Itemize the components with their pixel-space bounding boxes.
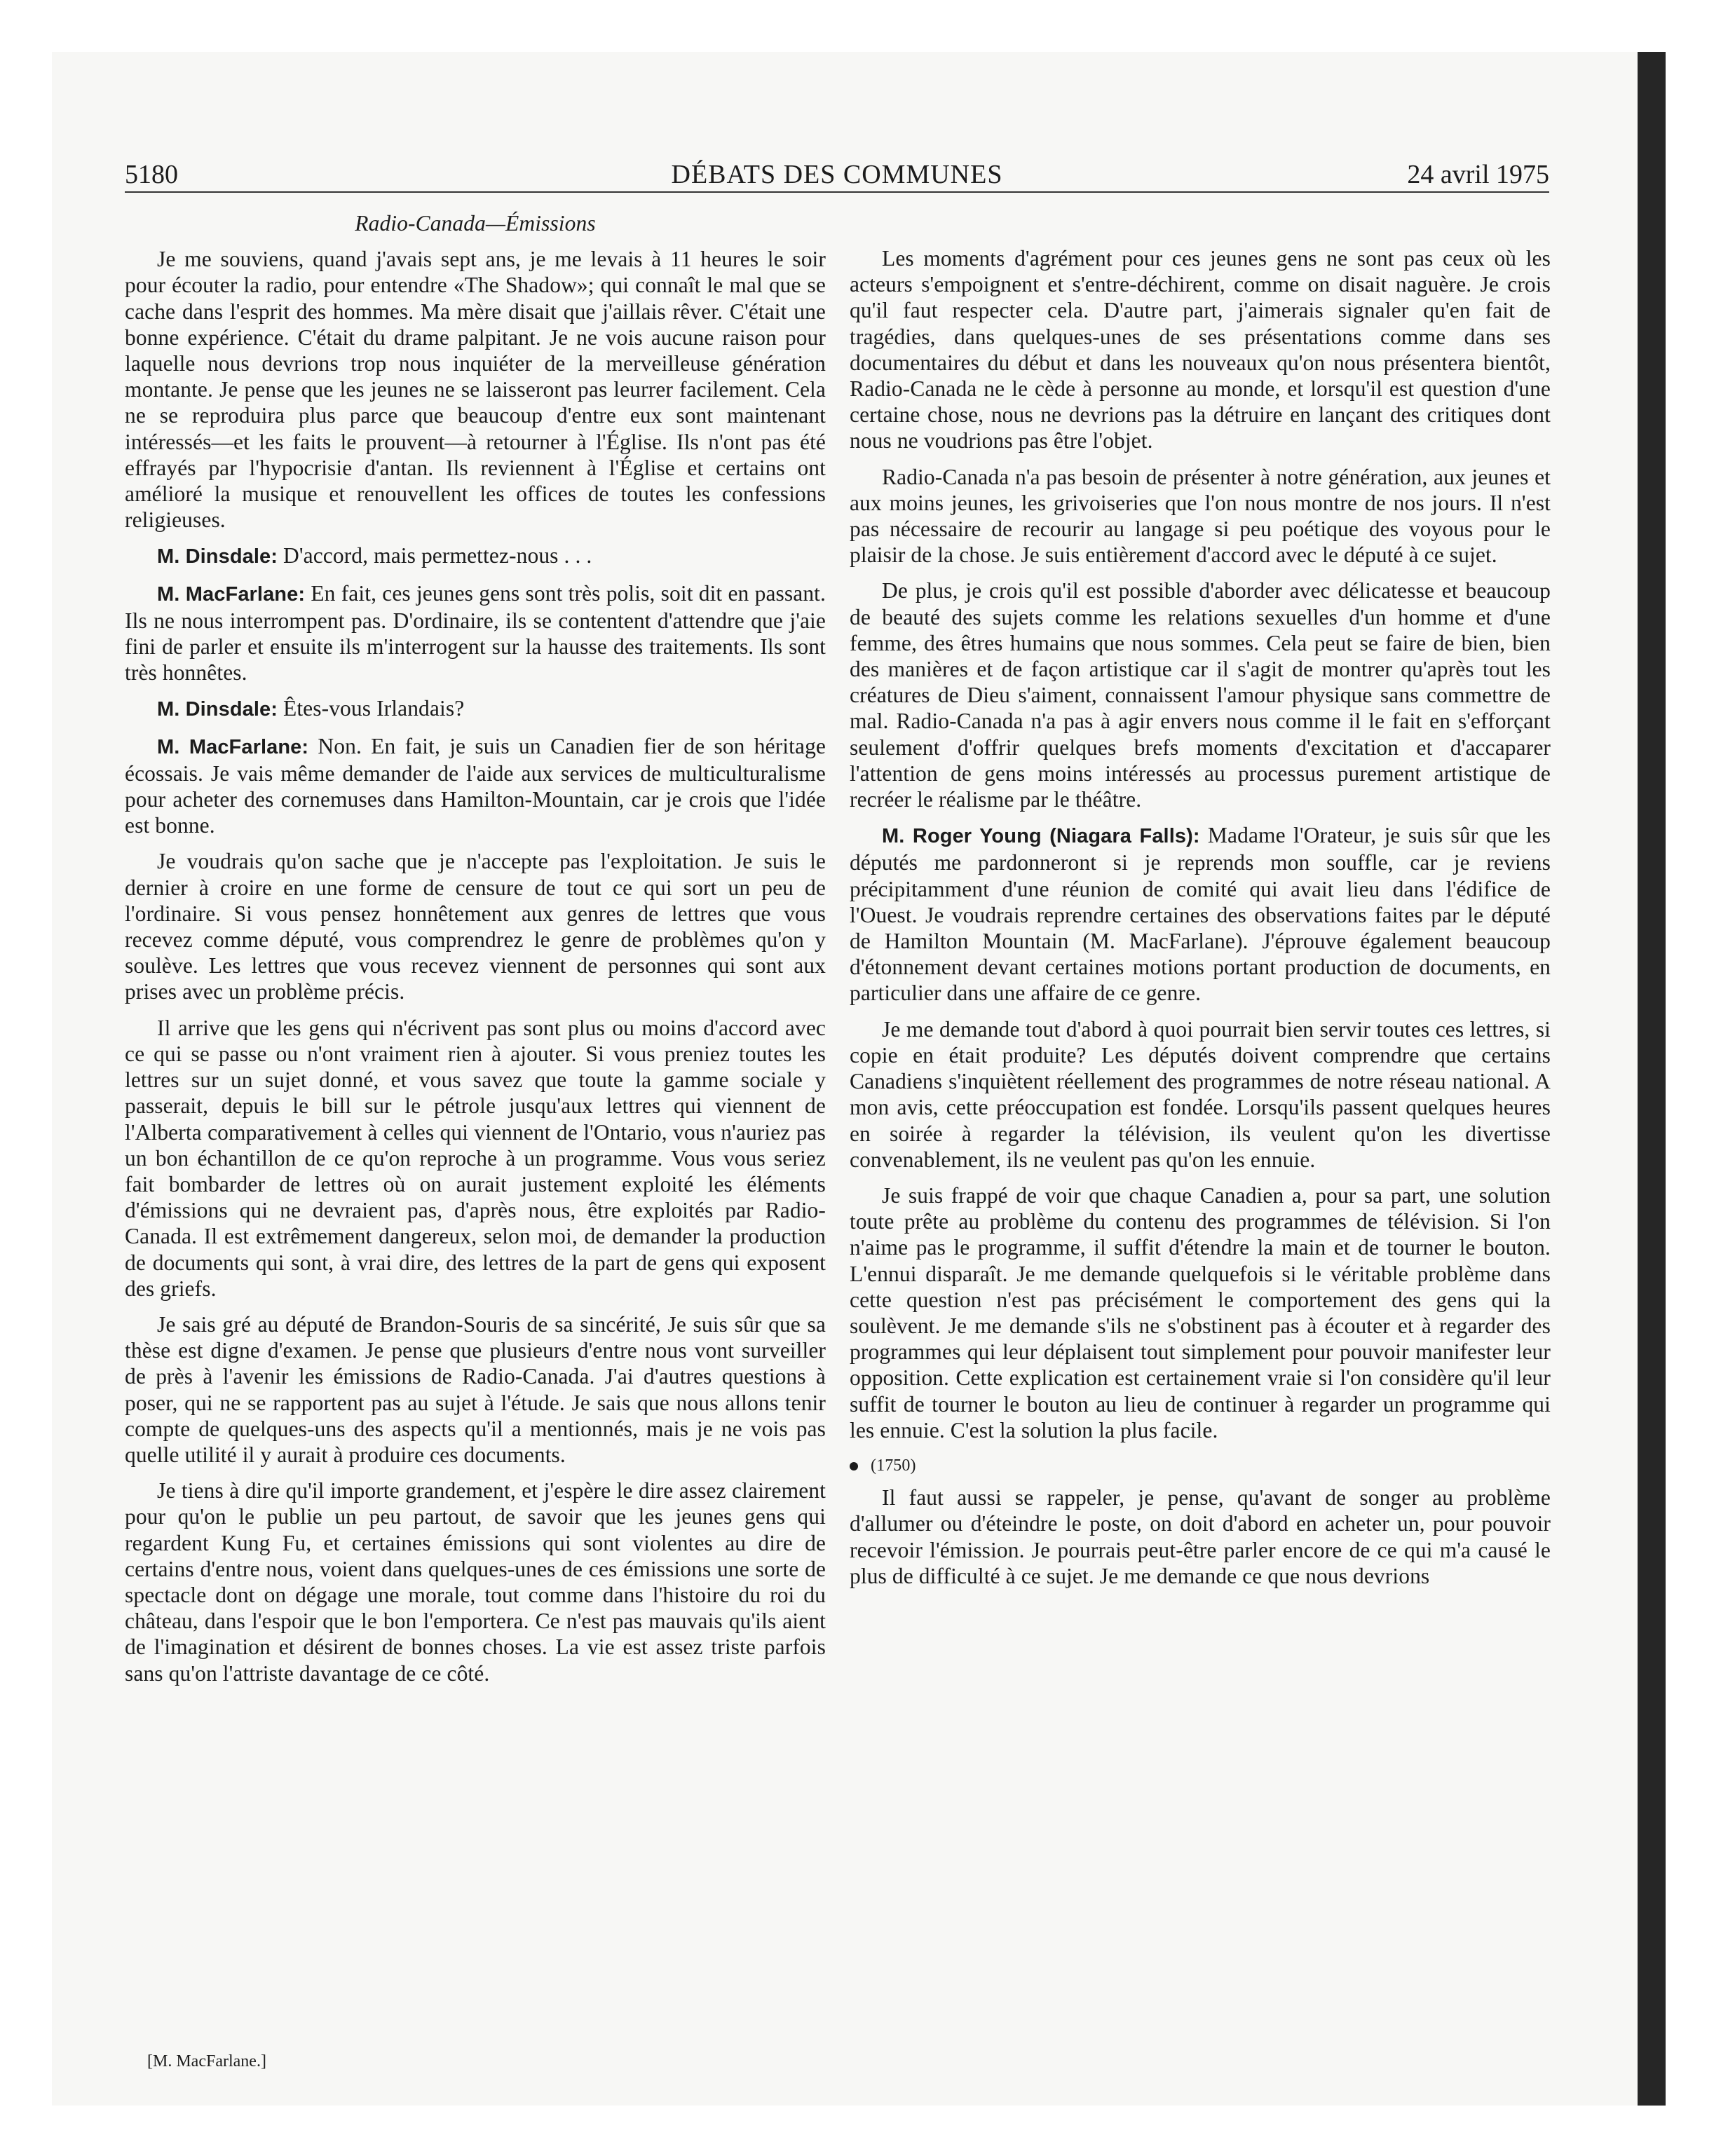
paragraph-text: D'accord, mais permettez-nous . . .	[283, 543, 592, 568]
footer-speaker-note: [M. MacFarlane.]	[147, 2052, 266, 2070]
paragraph	[850, 578, 1551, 812]
paragraph	[125, 1015, 826, 1302]
paragraph-text: Je me souviens, quand j'avais sept ans, je me levais à 11 heures le soir pour écouter la radio, pour entendre «The Shadow»; qui connaît le mal que se cache dans l'esprit des hommes. Ma mère disait que j'aillais rêver. C'était une bonne expérience. C'était du drame palpitant. Je ne vois aucune raison pour laquelle nous devrions trop nous inquiéter de la merveilleuse génération montante. Je pense que les jeunes ne se laisseront pas leurrer facilement. Cela ne se reproduira plus parce que beaucoup d'entre eux sont maintenant intéressés—et les faits le prouvent—à retourner à l'Église. Ils n'ont pas été effrayés par l'hypocrisie d'antan. Ils reviennent à l'Église et certains ont amélioré la musique et renouvellent les offices de toutes les confessions religieuses.	[125, 247, 826, 533]
paragraph	[850, 245, 1551, 454]
section-title: Radio-Canada—Émissions	[355, 211, 596, 236]
paragraph-text: Les moments d'agrément pour ces jeunes gens ne sont pas ceux où les acteurs s'empoignent et s'entre-déchirent, comme on disait naguère. Je crois qu'il faut respecter cela. D'autre part, j'aimerais signaler qu'en fait de tragédies, dans quelques-unes de ses présentations comme dans ses documentaires du début et dans les nouveaux qu'on nous présentera bientôt, Radio-Canada ne le cède à personne au monde, et lorsqu'il est question d'une certaine chose, nous ne devrions pas la détruire en lançant des critiques dont nous ne voudrions pas être l'objet.	[850, 246, 1551, 453]
paragraph-text: Madame l'Orateur, je suis sûr que les députés me pardonneront si je reprends mon souffle, car je reviens précipitamment d'une réunion de comité qui avait lieu dans l'édifice de l'Ouest. Je voudrais reprendre certaines des observations faites par le député de Hamilton Mountain (M. MacFarlane). J'éprouve également beaucoup d'étonnement devant certaines motions portant production de documents, en particulier dans une affaire de ce genre.	[850, 823, 1551, 1006]
paragraph	[850, 822, 1551, 1006]
paragraph-text: Je voudrais qu'on sache que je n'accepte pas l'exploitation. Je suis le dernier à croire en une forme de censure de tout ce qui sort un peu de l'ordinaire. Si vous pensez honnêtement aux genres de lettres que vous recevez comme député, vous comprendrez le genre de problèmes qu'on y soulève. Les lettres que vous recevez viennent de personnes qui sont aux prises avec un problème précis.	[125, 849, 826, 1004]
paragraph-text: Je suis frappé de voir que chaque Canadien a, pour sa part, une solution toute prête au problème du contenu des programmes de télévision. Si l'on n'aime pas le programme, il suffit d'étendre la main et de tourner le bouton. L'ennui disparaît. Je me demande quelquefois si le véritable problème dans cette question n'est pas précisément le comportement des gens qui la soulèvent. Je me demande s'ils ne s'obstinent pas à écouter et à regarder des programmes qui leur déplaisent tout simplement pour pouvoir manifester leur opposition. Cette explication est certainement vraie si l'on considère qu'il leur suffit de tourner le bouton au lieu de continuer à regarder un programme qui les ennuie. C'est la solution la plus facile.	[850, 1182, 1551, 1442]
left-column	[125, 203, 826, 1696]
publication-title: DÉBATS DES COMMUNES	[671, 160, 1003, 189]
time-marker-text: (1750)	[871, 1456, 916, 1475]
paragraph-text: Non. En fait, je suis un Canadien fier de son héritage écossais. Je vais même demander de l'aide aux services de multiculturalisme pour acheter des cornemuses dans Hamilton-Mountain, car je crois que l'idée est bonne.	[125, 733, 826, 838]
paragraph-text: De plus, je crois qu'il est possible d'aborder avec délicatesse et beaucoup de beauté des sujets comme les relations sexuelles d'un homme et d'une femme, des êtres humains que nous sommes. Cela peut se faire de bien, bien des manières et de façon artistique car il s'agit de montrer qu'après tout les créatures de Dieu s'aiment, connaissent l'amour physique sans commettre de mal. Radio-Canada n'a pas à agir envers nous comme il le fait en s'efforçant seulement d'offrir quelques brefs moments d'excitation et d'accaparer l'attention de gens moins intéressés au processus purement artistique de recréer le réalisme par le théâtre.	[850, 578, 1551, 812]
paragraph	[125, 1478, 826, 1686]
paragraph-text: Je sais gré au député de Brandon-Souris de sa sincérité, Je suis sûr que sa thèse est digne d'examen. Je pense que plusieurs d'entre nous vont surveiller de près à l'avenir les émissions de Radio-Canada. J'ai d'autres questions à poser, qui ne se rapportent pas au sujet à l'étude. Je sais que nous allons tenir compte de quelques-uns des aspects qu'il a mentionnés, mais je ne vois pas quelle utilité il y aurait à produire ces documents.	[125, 1311, 826, 1467]
paragraph	[125, 695, 826, 723]
paragraph-text: Je me demande tout d'abord à quoi pourrait bien servir toutes ces lettres, si copie en était produite? Les députés doivent comprendre que certains Canadiens s'inquiètent réellement des programmes de notre réseau national. A mon avis, cette préoccupation est fondée. Lorsqu'ils passent quelques heures en soirée à regarder la télévision, ils veulent qu'on les divertisse convenablement, ils ne veulent pas qu'on les ennuie.	[850, 1016, 1551, 1172]
scan-edge-bar	[1638, 52, 1666, 2106]
speaker-name: M. MacFarlane:	[157, 735, 309, 758]
running-header	[125, 158, 1549, 193]
paragraph	[850, 1485, 1551, 1589]
paragraph	[125, 733, 826, 839]
paragraph-text: Il arrive que les gens qui n'écrivent pas sont plus ou moins d'accord avec ce qui se passe ou n'ont vraiment rien à ajouter. Si vous preniez toutes les lettres sur un sujet donné, et vous savez que toute la gamme sociale y passerait, depuis le bill sur le pétrole jusqu'aux lettres qui viennent de l'Alberta comparativement à celles qui viennent de l'Ontario, vous n'auriez pas un bon échantillon de ce qu'on reproche à un programme. Vous vous seriez fait bombarder de lettres où on aurait justement exploité les éléments d'émissions qui ne devraient pas, d'après nous, être exploités par Radio-Canada. Il est extrêmement dangereux, selon moi, de demander la production de documents qui sont, à vrai dire, des lettres de la part de gens qui exposent des griefs.	[125, 1015, 826, 1301]
paragraph-text: Êtes-vous Irlandais?	[283, 696, 465, 721]
paragraph	[850, 464, 1551, 568]
paragraph	[125, 543, 826, 570]
page-number: 5180	[125, 160, 178, 189]
paragraph	[125, 1311, 826, 1468]
speaker-name: M. Dinsdale:	[157, 698, 278, 721]
speaker-name: M. Roger Young (Niagara Falls):	[882, 825, 1200, 848]
time-marker	[850, 1453, 1551, 1479]
publication-date: 24 avril 1975	[1407, 160, 1549, 189]
speaker-name: M. Dinsdale:	[157, 545, 278, 568]
paragraph	[125, 848, 826, 1004]
paragraph-text: Il faut aussi se rappeler, je pense, qu'avant de songer au problème d'allumer ou d'éteindre le poste, on doit d'abord en acheter un, pour pouvoir recevoir l'émission. Je pourrais peut-être parler encore de ce qui m'a causé le plus de difficulté à ce sujet. Je me demande ce que nous devrions	[850, 1485, 1551, 1588]
paragraph	[850, 1182, 1551, 1443]
paragraph	[125, 246, 826, 533]
paragraph-text: Radio-Canada n'a pas besoin de présenter à notre génération, aux jeunes et aux moins jeunes, les grivoiseries que l'on nous montre de nos jours. Il n'est pas nécessaire de recourir au langage si peu poétique des voyous pour le plaisir de la chose. Je suis entièrement d'accord avec le député à ce sujet.	[850, 464, 1551, 568]
bullet-icon	[850, 1462, 858, 1471]
paragraph-text: Je tiens à dire qu'il importe grandement, et j'espère le dire assez clairement pour qu'on le publie un peu partout, de savoir que les jeunes gens qui regardent Kung Fu, et certaines émissions qui sont violentes au dire de certains d'entre nous, voient dans quelques-unes de ces émissions une sorte de spectacle dont on dégage une morale, tout comme dans l'histoire du roi du château, dans l'espoir que le bon l'emportera. Ce n'est pas mauvais qu'ils aient de l'imagination et désirent de bonnes choses. La vie est assez triste parfois sans qu'on l'attriste davantage de ce côté.	[125, 1478, 826, 1686]
paragraph	[850, 1016, 1551, 1173]
speaker-name: M. MacFarlane:	[157, 582, 306, 606]
paragraph	[125, 580, 826, 686]
right-column	[850, 245, 1551, 1599]
paragraph-text: En fait, ces jeunes gens sont très polis, soit dit en passant. Ils ne nous interrompent pas. D'ordinaire, ils se contentent d'attendre que j'aie fini de parler et ensuite ils m'interrogent sur la hausse des traitements. Ils sont très honnêtes.	[125, 580, 826, 685]
